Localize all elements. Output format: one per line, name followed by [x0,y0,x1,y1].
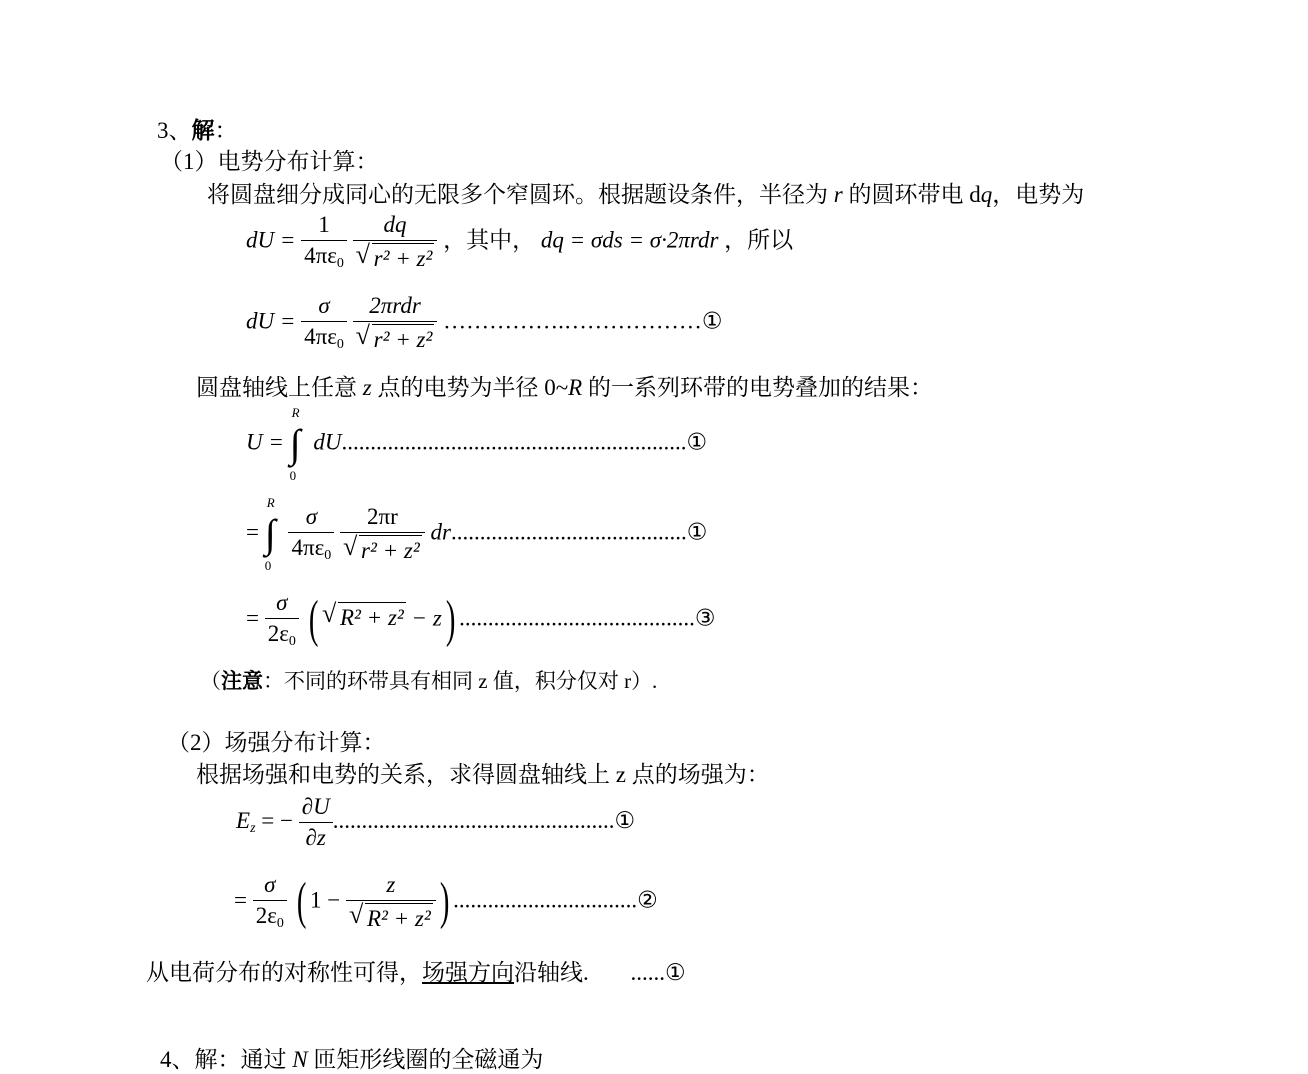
equation-field-derivative: $E_z$ = − $\frac{\partial U}{\partial z}$ .................................................① [236,794,636,850]
right-paren: ) [445,591,456,648]
sqrt-expression: √ R² + z² [365,903,433,932]
left-paren: ( [296,873,307,930]
score-mark: ① [665,960,686,985]
underlined-phrase: 场强方向 [422,960,514,985]
intro-paragraph: 将圆盘细分成同心的无限多个窄圆环。根据题设条件，半径为 r 的圆环带电 dq，电势为 [207,182,1085,207]
equation-field-result: = $\frac{\sigma}{2\varepsilon_0}$ ( 1 − z √ R² + z² ) ................................② [234,872,658,932]
fraction: $\frac{\sigma}{4\pi\varepsilon_0}$ [288,504,334,564]
fraction: $\frac{\sigma}{2\varepsilon_0}$ [253,872,287,932]
heading-number: 3、 [157,118,192,143]
sqrt-expression: √ r² + z² [359,535,422,564]
fraction: $\frac{1}{4\pi\varepsilon_0}$ [301,212,347,272]
integral-sign: ∫ R 0 [264,495,276,573]
score-mark: ③ [694,605,716,631]
integral-sign: ∫ R 0 [289,405,301,483]
score-mark: ① [686,519,708,545]
fraction: $\frac{\sigma}{4\pi\varepsilon_0}$ [301,293,347,353]
equation-du-1: dU = $\frac{1}{4\pi\varepsilon_0}$ dq √ r² + z² ，其中， dq = σds = σ·2πrdr ，所以 [246,212,793,272]
fraction: 2πrdr √ r² + z² [353,293,438,353]
score-mark: ① [701,308,723,334]
equation-u-expanded: = ∫ R 0 $\frac{\sigma}{4\pi\varepsilon_0}$ 2πr √ r² + z² dr.........................................① [246,504,707,564]
fraction: 2πr √ r² + z² [340,504,425,564]
fraction: dq √ r² + z² [353,212,438,272]
section-2-title: （2）场强分布计算： [167,730,386,755]
equation-u-result: = $\frac{\sigma}{2\varepsilon_0}$ (√ R² + z² − z) .........................................③ [246,590,715,650]
equation-u-integral: U = ∫ R 0 dU............................................................① [246,405,708,483]
score-mark: ① [614,807,636,833]
problem-3-heading: 3、解： [157,118,238,143]
problem-4-heading: 4、解：通过 N 匝矩形线圈的全磁通为 [160,1047,544,1072]
fraction: z √ R² + z² [346,872,436,932]
sqrt-expression: √ r² + z² [372,243,435,272]
symmetry-line: 从电荷分布的对称性可得，场强方向沿轴线. ......① [146,960,686,985]
field-intro-line: 根据场强和电势的关系，求得圆盘轴线上 z 点的场强为： [196,762,770,787]
axis-potential-line: 圆盘轴线上任意 z 点的电势为半径 0~R 的一系列环带的电势叠加的结果： [196,375,933,400]
score-mark: ① [686,429,708,455]
fraction: $\frac{\partial U}{\partial z}$ [299,794,333,851]
note-line: （注意：不同的环带具有相同 z 值，积分仅对 r）. [200,669,658,693]
left-paren: ( [308,591,319,648]
score-mark: ② [637,887,658,913]
fraction: $\frac{\sigma}{2\varepsilon_0}$ [265,590,299,650]
section-1-title: （1）电势分布计算： [160,149,379,174]
note-label: 注意 [221,669,263,693]
sqrt-expression: √ R² + z² [338,602,406,631]
heading-solution-label: 解 [191,118,215,143]
equation-du-2: dU = $\frac{\sigma}{4\pi\varepsilon_0}$ 2πrdr √ r² + z² …………….………………① [246,293,723,353]
right-paren: ) [439,873,450,930]
sqrt-expression: √ r² + z² [372,324,435,353]
